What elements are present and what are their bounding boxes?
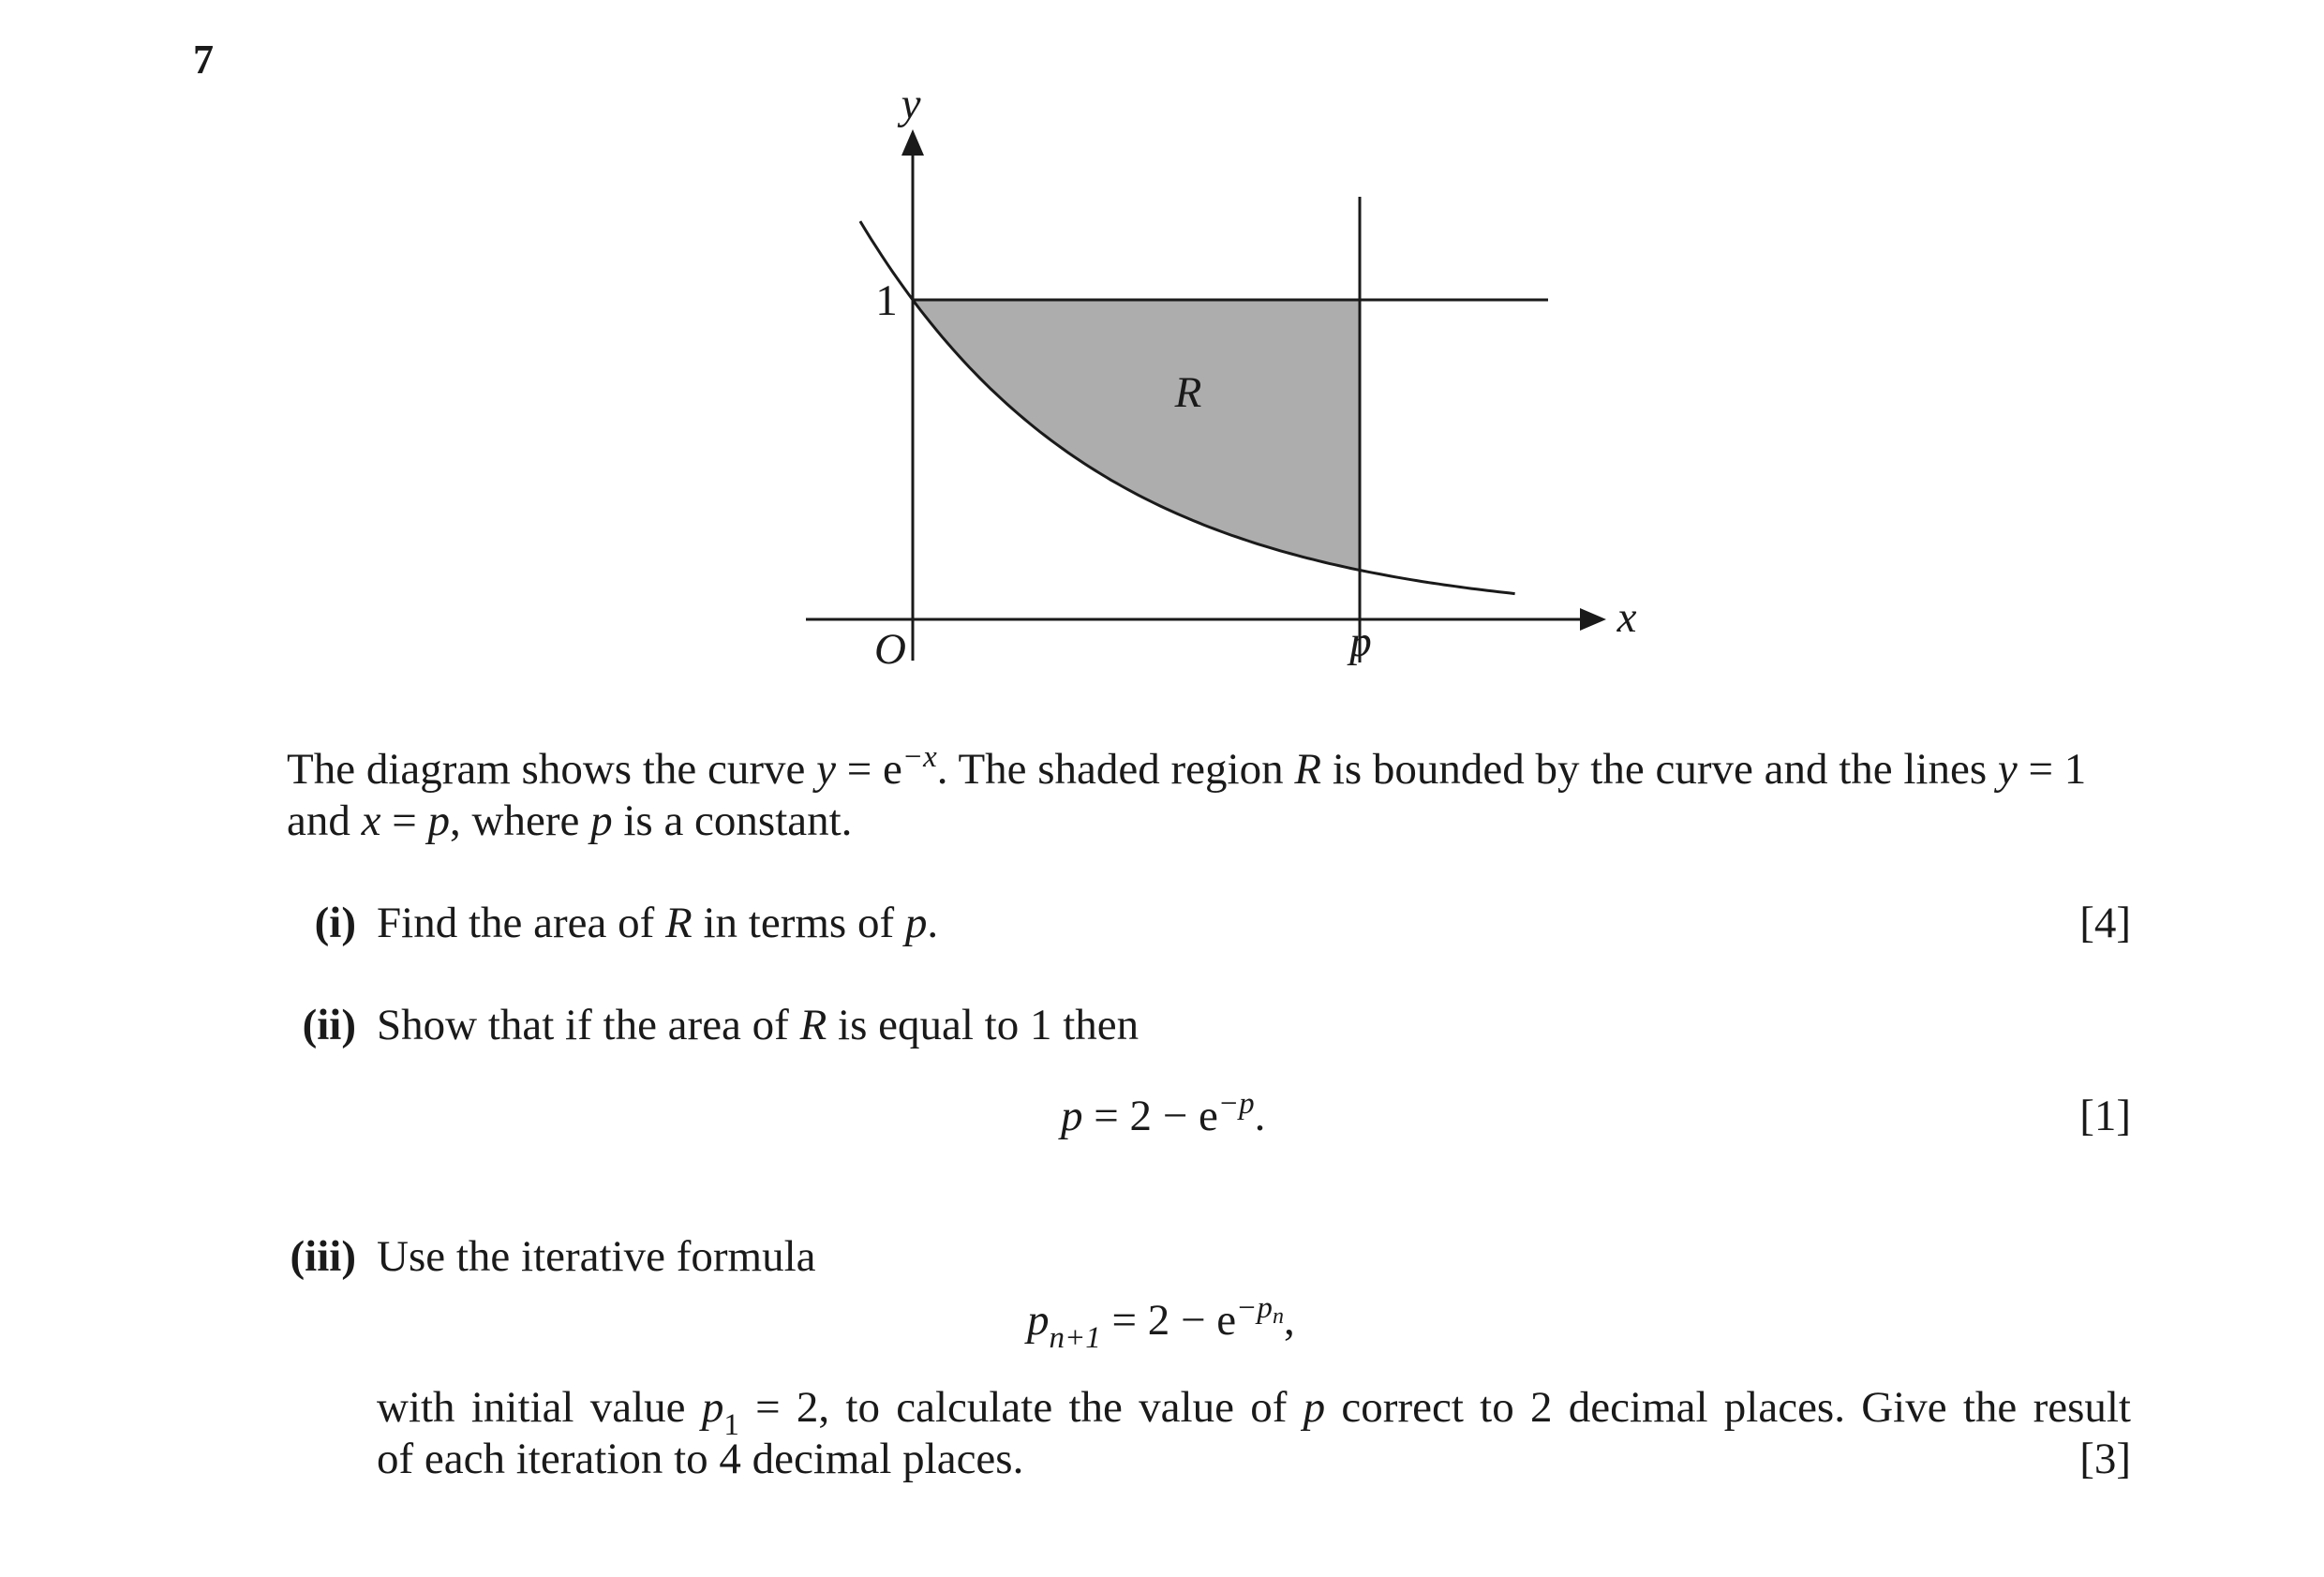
- shaded-region-r: [913, 300, 1360, 570]
- part-text: Show that if the area of: [377, 1001, 800, 1049]
- part-ii-marks: [1]: [2079, 1092, 2131, 1140]
- var-y: y: [816, 745, 836, 794]
- var-r: R: [665, 899, 693, 947]
- exponent: −x: [901, 740, 937, 774]
- var-p: p: [427, 796, 451, 845]
- part-iii-line-1: [377, 1381, 2131, 1442]
- equation-text: ,: [1283, 1296, 1295, 1345]
- var-p: p: [590, 796, 613, 845]
- part-text: .: [927, 899, 939, 947]
- intro-text: =: [380, 796, 428, 845]
- exponential-curve-diagram: [0, 0, 2324, 712]
- region-r-label: R: [1174, 368, 1202, 417]
- part-iii-equation: [1027, 1291, 1295, 1355]
- y-axis-arrowhead: [901, 129, 924, 156]
- part-text: with initial value: [377, 1383, 702, 1432]
- var-r: R: [1294, 745, 1322, 794]
- origin-label: O: [874, 625, 906, 674]
- x-axis-arrowhead: [1580, 608, 1606, 631]
- var-p: p: [904, 899, 928, 947]
- intro-text: = e: [836, 745, 902, 794]
- part-text: = 2, to calculate the value of: [738, 1383, 1304, 1432]
- var-p: p: [1027, 1296, 1050, 1345]
- x-axis-label: x: [1616, 593, 1637, 642]
- p-tick-label: p: [1349, 617, 1372, 666]
- intro-text: is bounded by the curve and the lines: [1321, 745, 1998, 794]
- var-y: y: [1997, 745, 2018, 794]
- part-iii-label: (iii): [290, 1232, 356, 1281]
- part-ii-label: (ii): [302, 1001, 356, 1049]
- var-p: p: [1061, 1092, 1083, 1140]
- part-iii-line-2: of each iteration to 4 decimal places.: [377, 1435, 1024, 1483]
- intro-text: = 1: [2017, 745, 2087, 794]
- var-x: x: [361, 796, 381, 845]
- part-text: is equal to 1 then: [827, 1001, 1140, 1049]
- part-i-text: [377, 897, 938, 949]
- intro-text: . The shaded region: [936, 745, 1295, 794]
- part-text: Find the area of: [377, 899, 666, 947]
- intro-text: is a constant.: [612, 796, 853, 845]
- intro-line-2: [287, 795, 852, 847]
- exponent: −p: [1217, 1087, 1255, 1121]
- equation-text: = 2 − e: [1082, 1092, 1218, 1140]
- part-i-marks: [4]: [2079, 899, 2131, 947]
- part-ii-text: [377, 999, 1139, 1051]
- part-text: Use the iterative formula: [377, 1232, 816, 1281]
- intro-line-1: [287, 740, 2087, 796]
- var-p: p: [701, 1383, 724, 1432]
- intro-text: , where: [450, 796, 591, 845]
- exponent: −p: [1236, 1291, 1273, 1325]
- var-r: R: [799, 1001, 827, 1049]
- part-iii-text: [377, 1230, 816, 1283]
- intro-text: and: [287, 796, 362, 845]
- part-iii-marks: [3]: [2079, 1435, 2131, 1483]
- equation-text: = 2 − e: [1100, 1296, 1237, 1345]
- part-ii-equation: [1061, 1087, 1266, 1142]
- subscript: n+1: [1049, 1321, 1101, 1355]
- y-axis-label: y: [901, 80, 921, 128]
- subscript: n: [1272, 1304, 1284, 1329]
- var-p: p: [1303, 1383, 1326, 1432]
- subscript: 1: [723, 1408, 739, 1442]
- intro-text: The diagram shows the curve: [287, 745, 817, 794]
- y-one-label: 1: [875, 276, 898, 325]
- equation-text: .: [1254, 1092, 1266, 1140]
- part-text: correct to 2 decimal places. Give the result: [1325, 1383, 2131, 1432]
- question-number: 7: [193, 37, 214, 82]
- part-text: in terms of: [692, 899, 905, 947]
- part-i-label: (i): [314, 899, 356, 947]
